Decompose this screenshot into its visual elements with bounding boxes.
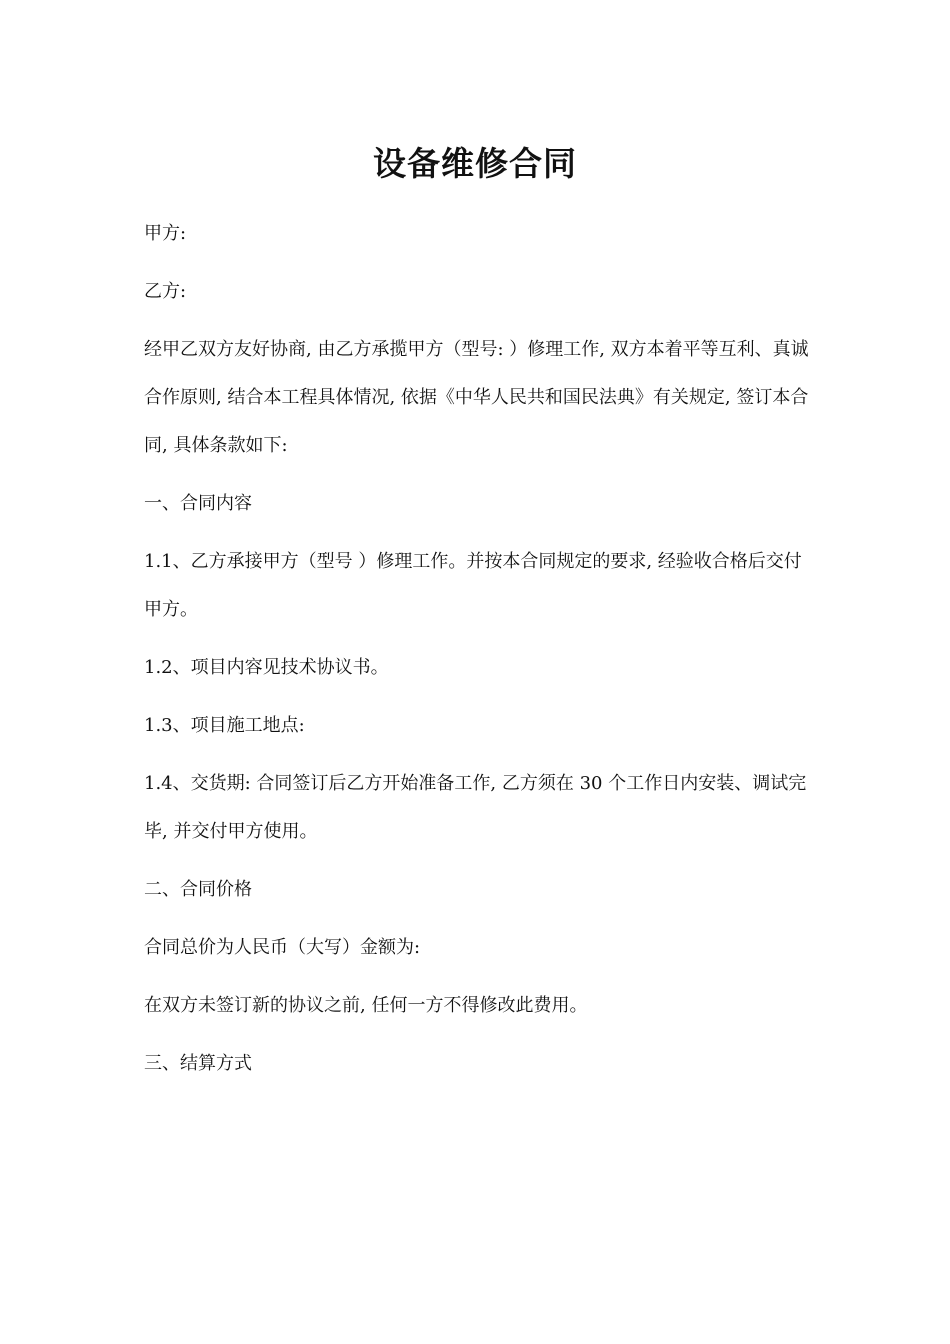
- section-heading: 三、结算方式: [144, 1053, 252, 1074]
- party-b-line: 乙方:: [144, 281, 187, 302]
- clause-1-1: 1.1、乙方承接甲方（型号 ）修理工作。并按本合同规定的要求, 经验收合格后交付甲方。: [144, 551, 802, 620]
- intro-paragraph: 经甲乙双方友好协商, 由乙方承揽甲方（型号: ）修理工作, 双方本着平等互利、真诚合作原则, 结合本工程具体情况, 依据《中华人民共和国民法典》有关规定, 签订本合同, 具体条款如下:: [144, 339, 809, 456]
- document-body: [144, 210, 812, 1098]
- document-title: 设备维修合同: [373, 144, 577, 183]
- clause-1-4: 1.4、交货期: 合同签订后乙方开始准备工作, 乙方须在 30 个工作日内安装、调试完毕, 并交付甲方使用。: [144, 773, 807, 842]
- clause-1-2: 1.2、项目内容见技术协议书。: [144, 657, 389, 678]
- party-a-line: 甲方:: [144, 223, 187, 244]
- price-line: 合同总价为人民币（大写）金额为:: [144, 937, 421, 958]
- clause-1-3: 1.3、项目施工地点:: [144, 715, 305, 736]
- price-note: 在双方未签订新的协议之前, 任何一方不得修改此费用。: [144, 995, 588, 1016]
- section-heading: 一、合同内容: [144, 493, 252, 514]
- section-heading: 二、合同价格: [144, 879, 252, 900]
